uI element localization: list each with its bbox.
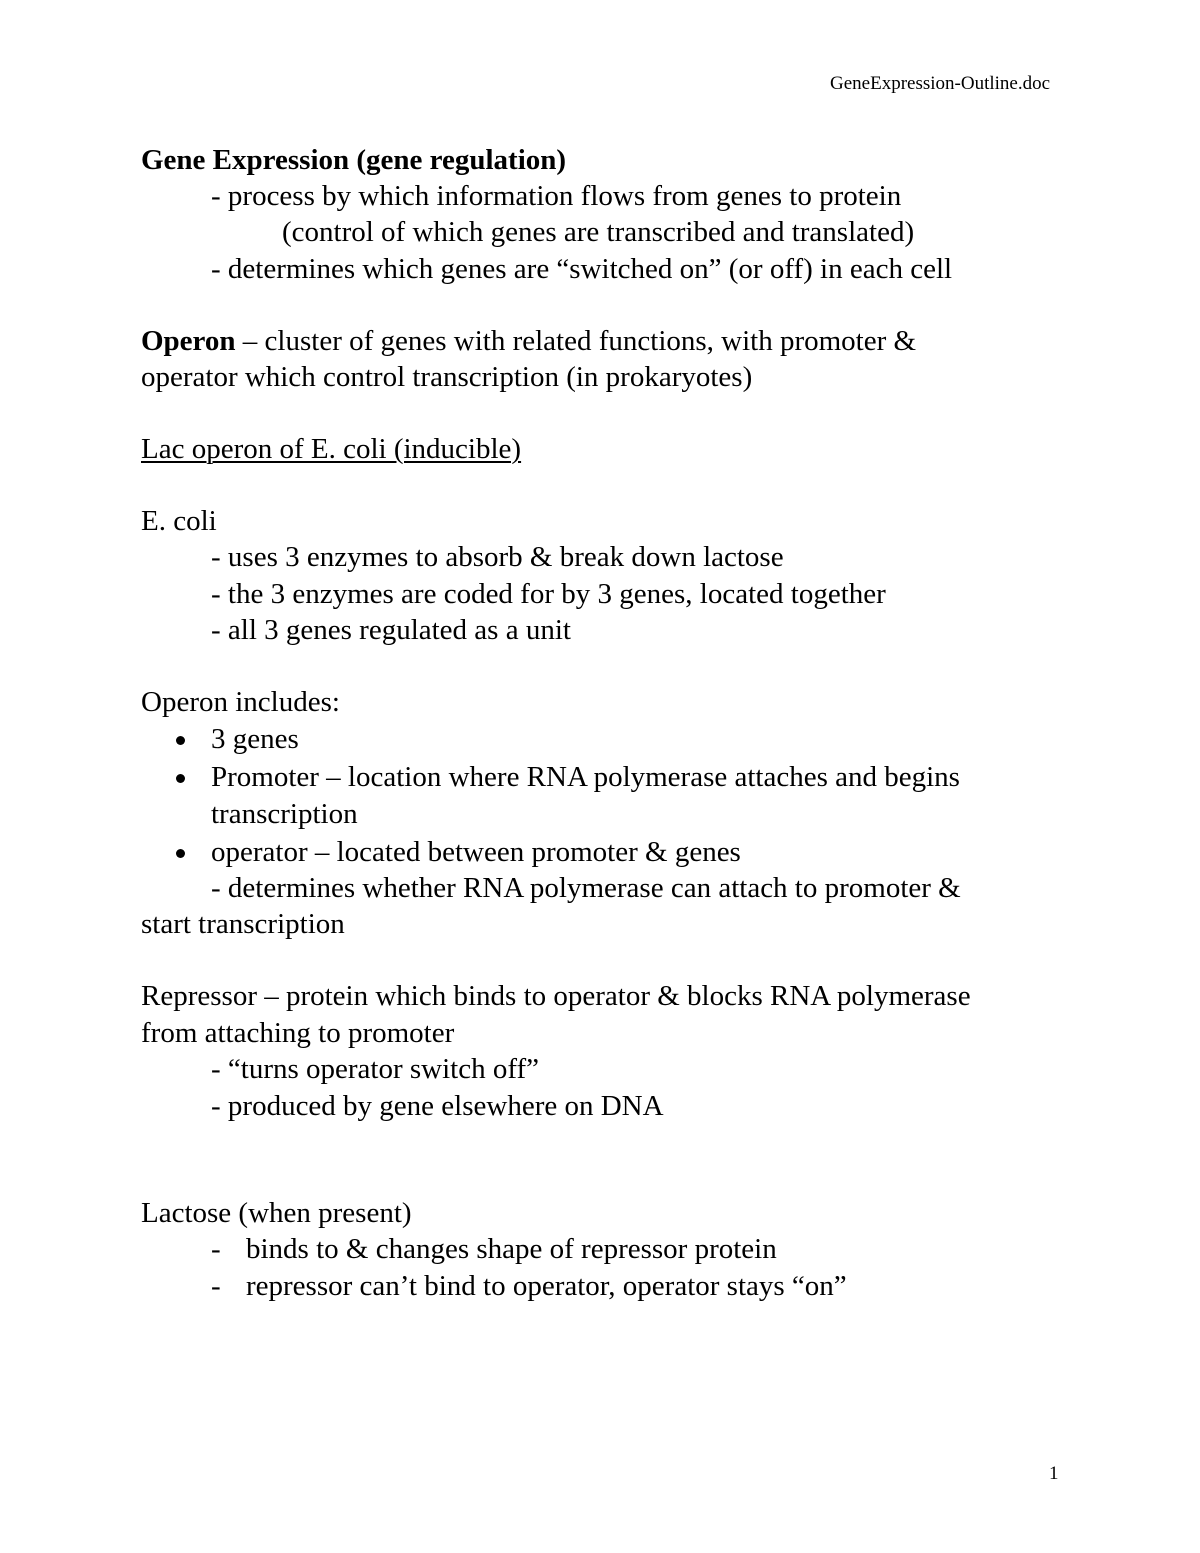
bullet-icon [176, 849, 185, 858]
repressor-definition-line-1: Repressor – protein which binds to operator & blocks RNA polymerase [141, 980, 971, 1012]
gene-expression-line-1: - process by which information flows from genes to protein [211, 180, 902, 212]
gene-expression-heading: Gene Expression (gene regulation) [141, 144, 567, 176]
operator-detail-line-2: start transcription [141, 908, 345, 940]
operon-definition-text: – cluster of genes with related functions, with promoter & [235, 325, 917, 357]
lactose-dash-2: - [211, 1270, 221, 1302]
operon-definition-line-1 [141, 323, 916, 359]
bullet-icon [176, 774, 185, 783]
ecoli-item-1: - uses 3 enzymes to absorb & break down lactose [211, 541, 784, 573]
ecoli-heading: E. coli [141, 505, 217, 537]
lac-operon-heading: Lac operon of E. coli (inducible) [141, 433, 522, 465]
operator-detail-line-1: - determines whether RNA polymerase can attach to promoter & [211, 872, 961, 904]
lactose-dash-1: - [211, 1233, 221, 1265]
operon-includes-promoter-line-2: transcription [211, 798, 358, 830]
operon-includes-operator: operator – located between promoter & genes [211, 836, 741, 868]
operon-term: Operon [141, 325, 236, 357]
operon-includes-genes: 3 genes [211, 723, 299, 755]
operon-definition-line-2: operator which control transcription (in prokaryotes) [141, 361, 753, 393]
document-filename-header: GeneExpression-Outline.doc [830, 73, 1051, 94]
lactose-item-1: binds to & changes shape of repressor protein [246, 1233, 777, 1265]
lactose-item-2: repressor can’t bind to operator, operator stays “on” [246, 1270, 847, 1302]
repressor-item-1: - “turns operator switch off” [211, 1053, 540, 1085]
operon-includes-heading: Operon includes: [141, 686, 340, 718]
ecoli-item-2: - the 3 enzymes are coded for by 3 genes, located together [211, 578, 886, 610]
repressor-definition-line-2: from attaching to promoter [141, 1017, 455, 1049]
gene-expression-line-2: (control of which genes are transcribed and translated) [282, 216, 915, 248]
page-number: 1 [1049, 1463, 1059, 1484]
ecoli-item-3: - all 3 genes regulated as a unit [211, 614, 571, 646]
operon-includes-promoter-line-1: Promoter – location where RNA polymerase attaches and begins [211, 761, 960, 793]
lactose-heading: Lactose (when present) [141, 1197, 412, 1229]
repressor-item-2: - produced by gene elsewhere on DNA [211, 1090, 664, 1122]
bullet-icon [176, 736, 185, 745]
gene-expression-line-3: - determines which genes are “switched on” (or off) in each cell [211, 253, 953, 285]
